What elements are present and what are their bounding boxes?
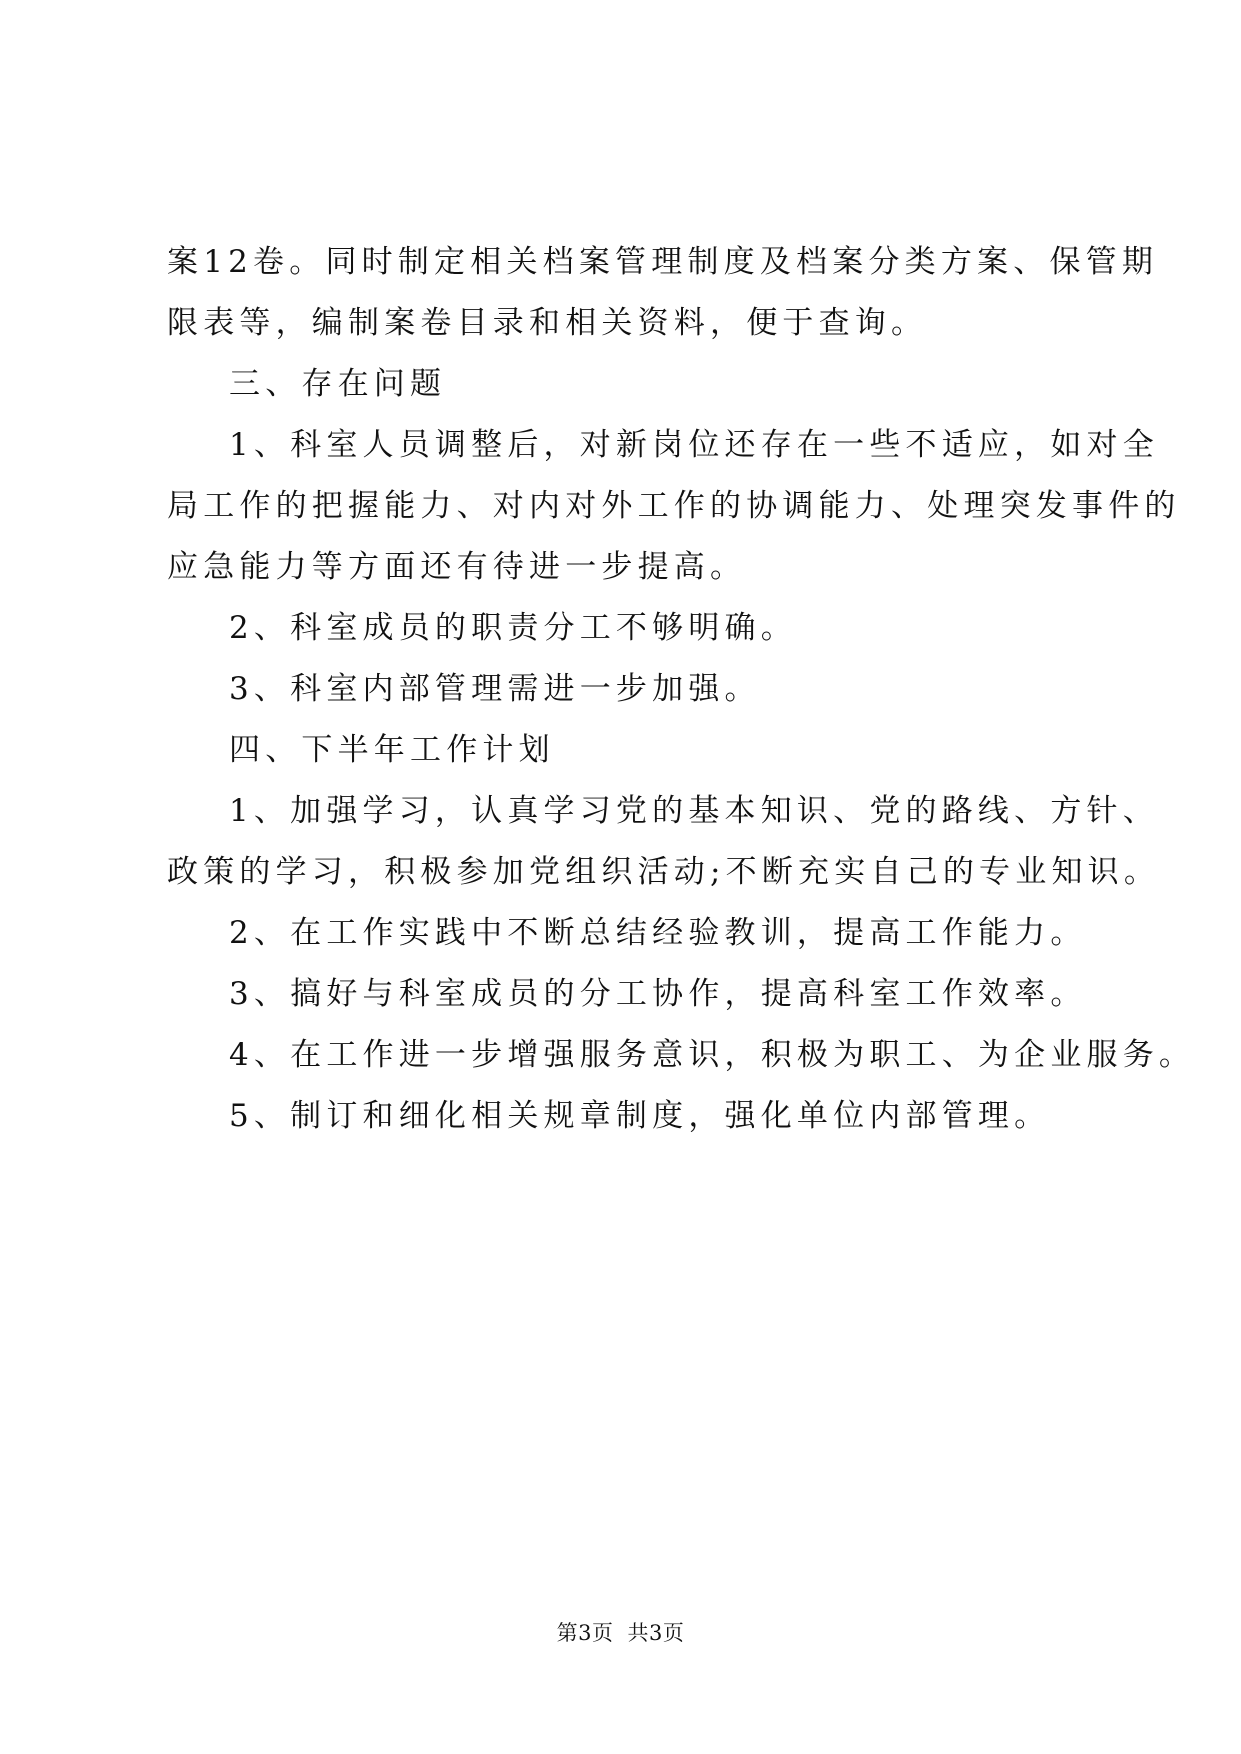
paragraph-line: 政策的学习，积极参加党组织活动;不断充实自己的专业知识。 xyxy=(167,854,1161,890)
paragraph-line: 案12卷。同时制定相关档案管理制度及档案分类方案、保管期 xyxy=(167,244,1159,280)
document-body xyxy=(167,232,1196,1147)
paragraph-line: 5、制订和细化相关规章制度，强化单位内部管理。 xyxy=(229,1098,1051,1134)
page-number: 第3页 xyxy=(556,1621,614,1645)
paragraph-line: 1、科室人员调整后，对新岗位还存在一些不适应，如对全 xyxy=(229,427,1159,463)
page-total: 共3页 xyxy=(627,1621,685,1645)
section-heading: 三、存在问题 xyxy=(229,366,447,402)
paragraph-line: 1、加强学习，认真学习党的基本知识、党的路线、方针、 xyxy=(229,793,1159,829)
section-heading: 四、下半年工作计划 xyxy=(229,732,555,768)
paragraph-line: 应急能力等方面还有待进一步提高。 xyxy=(167,549,747,585)
paragraph-line: 2、在工作实践中不断总结经验教训，提高工作能力。 xyxy=(229,915,1087,951)
paragraph-line: 4、在工作进一步增强服务意识，积极为职工、为企业服务。 xyxy=(229,1037,1196,1073)
paragraph-line: 限表等，编制案卷目录和相关资料，便于查询。 xyxy=(167,305,928,341)
paragraph-line: 3、科室内部管理需进一步加强。 xyxy=(229,671,761,707)
paragraph-line: 2、科室成员的职责分工不够明确。 xyxy=(229,610,797,646)
page-footer xyxy=(0,1617,1241,1647)
paragraph-line: 3、搞好与科室成员的分工协作，提高科室工作效率。 xyxy=(229,976,1087,1012)
paragraph-line: 局工作的把握能力、对内对外工作的协调能力、处理突发事件的 xyxy=(167,488,1181,524)
